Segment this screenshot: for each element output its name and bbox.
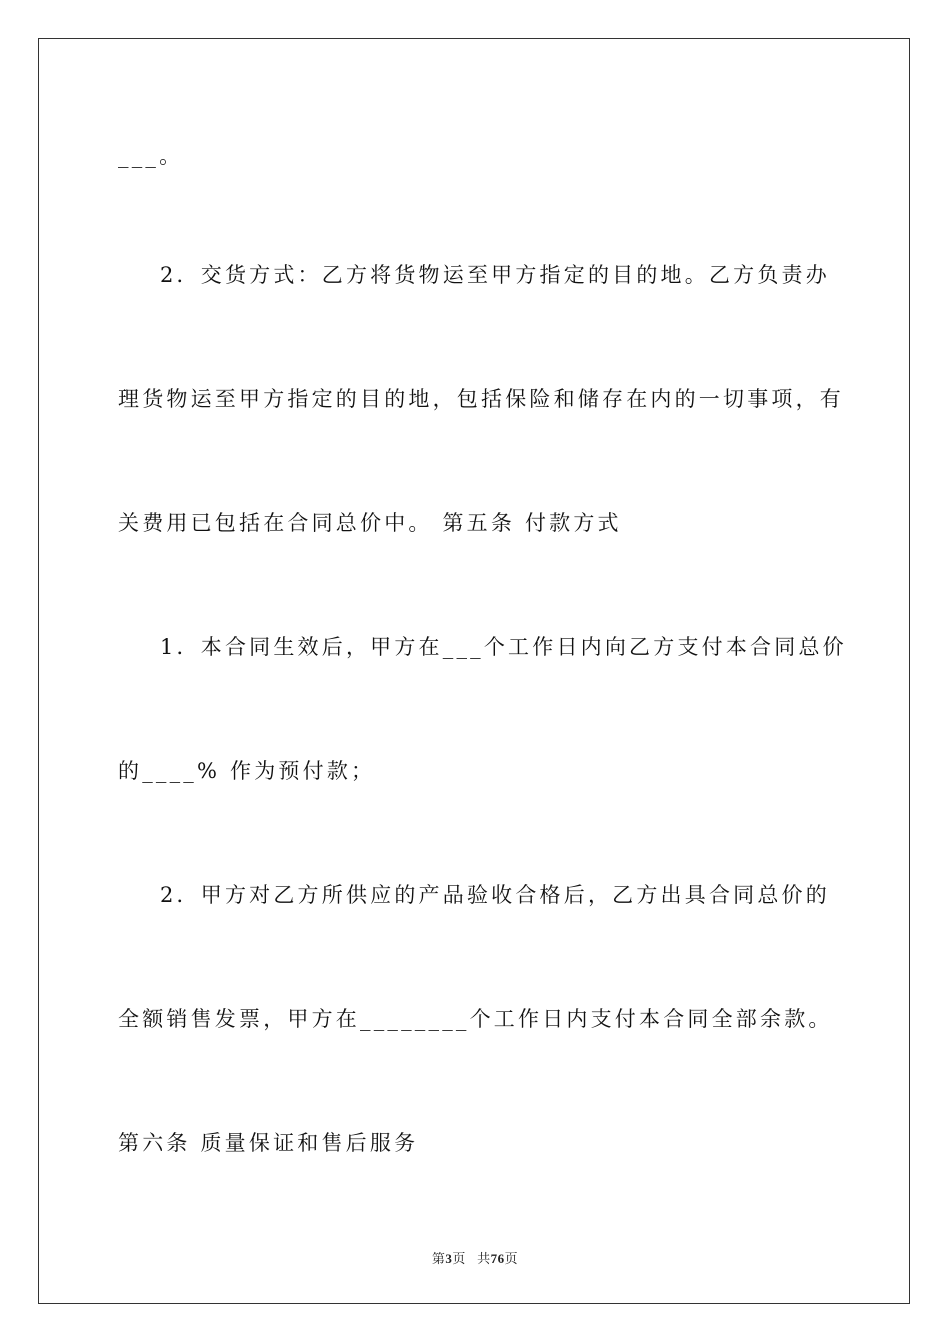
page-footer bbox=[0, 1248, 950, 1267]
footer-total-prefix: 共 bbox=[477, 1251, 491, 1266]
text-line-7: 2．甲方对乙方所供应的产品验收合格后，乙方出具合同总价的 bbox=[160, 883, 830, 907]
text-line-1: ___。 bbox=[118, 144, 184, 168]
text-line-5: 1．本合同生效后，甲方在___个工作日内向乙方支付本合同总价 bbox=[160, 635, 847, 659]
footer-page-number: 3 bbox=[445, 1251, 453, 1266]
footer-page-prefix: 第 bbox=[431, 1251, 446, 1266]
page-frame bbox=[38, 38, 910, 1304]
text-line-2: 2．交货方式：乙方将货物运至甲方指定的目的地。乙方负责办 bbox=[160, 263, 830, 287]
text-line-3: 理货物运至甲方指定的目的地，包括保险和储存在内的一切事项，有 bbox=[118, 387, 844, 411]
text-line-6: 的____% 作为预付款； bbox=[118, 759, 376, 783]
footer-total-pages: 76 bbox=[490, 1251, 505, 1266]
footer-total-suffix: 页 bbox=[504, 1251, 519, 1266]
text-line-9: 第六条 质量保证和售后服务 bbox=[118, 1131, 419, 1155]
text-line-8: 全额销售发票，甲方在________个工作日内支付本合同全部余款。 bbox=[118, 1007, 833, 1031]
text-line-4: 关费用已包括在合同总价中。 第五条 付款方式 bbox=[118, 511, 622, 535]
footer-page-suffix: 页 bbox=[452, 1251, 466, 1266]
